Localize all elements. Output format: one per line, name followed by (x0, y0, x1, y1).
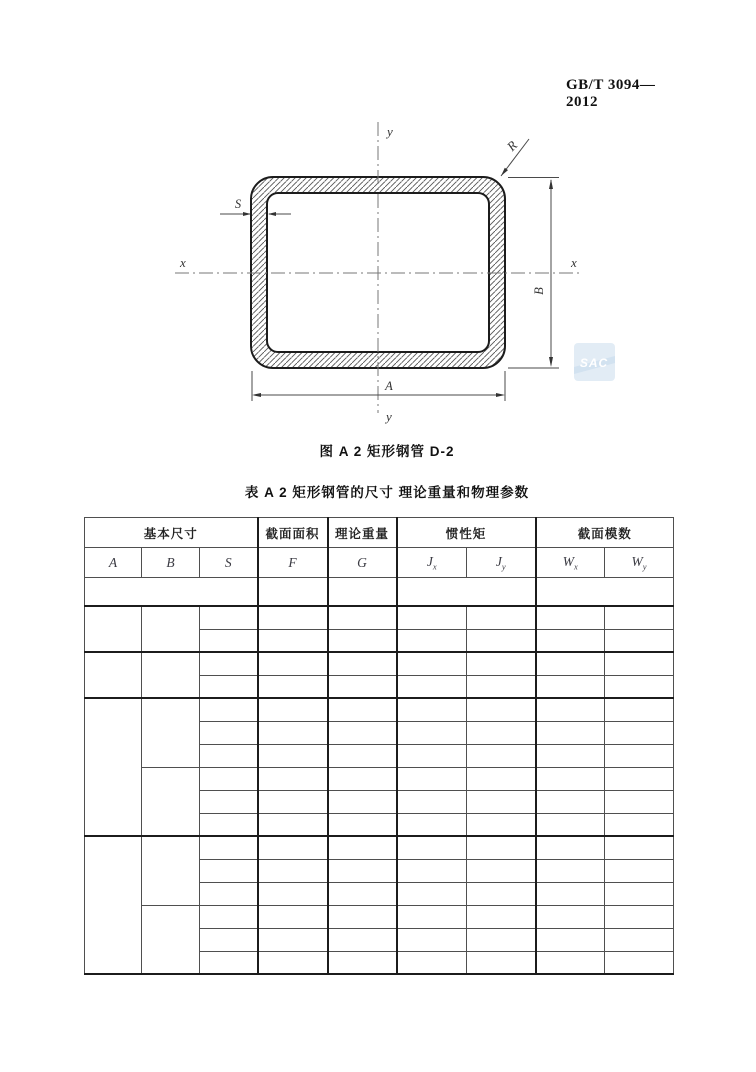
cell-S (200, 813, 258, 836)
cell-G (328, 905, 397, 928)
cell-F (258, 813, 328, 836)
cell-Wx (536, 721, 605, 744)
column-symbol-Wx: $W_x$ (536, 548, 605, 578)
cell-Jy (467, 790, 536, 813)
cell-G (328, 721, 397, 744)
cell-G (328, 652, 397, 675)
cell-Wx (536, 928, 605, 951)
cell-S (200, 859, 258, 882)
cell-Jy (467, 721, 536, 744)
table-row (85, 652, 674, 675)
cell-F (258, 790, 328, 813)
cell-Jx (397, 606, 467, 629)
cell-Wy (605, 698, 674, 721)
cell-Wy (605, 905, 674, 928)
cell-Wx (536, 882, 605, 905)
table-title: 表 A 2 矩形钢管的尺寸 理论重量和物理参数 (244, 485, 530, 500)
cell-Jx (397, 928, 467, 951)
cell-G (328, 928, 397, 951)
height-label: B (532, 287, 546, 295)
cell-Wx (536, 744, 605, 767)
standard-code: GB/T 3094—2012 (566, 77, 656, 110)
cell-G (328, 629, 397, 652)
cell-Jy (467, 859, 536, 882)
radius-label: R (503, 137, 520, 154)
cell-Wx (536, 859, 605, 882)
column-symbol-Jy: $J_y$ (467, 548, 536, 578)
colgroup-section-area: 截面面积 (258, 518, 328, 548)
cell-Wx (536, 606, 605, 629)
units-cell-weight (328, 578, 397, 607)
radius-leader (501, 138, 529, 176)
cell-B (142, 652, 200, 698)
cell-G (328, 859, 397, 882)
cell-F (258, 859, 328, 882)
units-cell-modulus (536, 578, 674, 607)
cell-Wx (536, 652, 605, 675)
table-row (85, 905, 674, 928)
cell-Jy (467, 767, 536, 790)
cell-Jx (397, 905, 467, 928)
column-symbol-B: B (142, 548, 200, 578)
cell-Jy (467, 629, 536, 652)
cell-Wy (605, 836, 674, 859)
cell-Jx (397, 836, 467, 859)
cell-G (328, 836, 397, 859)
cell-Jy (467, 928, 536, 951)
cell-F (258, 721, 328, 744)
cell-F (258, 951, 328, 974)
cell-B (142, 767, 200, 836)
cell-Wy (605, 928, 674, 951)
table-row (85, 836, 674, 859)
cell-Jy (467, 606, 536, 629)
cell-S (200, 836, 258, 859)
cell-Wy (605, 790, 674, 813)
cell-Wy (605, 606, 674, 629)
axis-label-x-right: x (571, 255, 577, 270)
cell-Jx (397, 675, 467, 698)
cell-Wy (605, 721, 674, 744)
cell-S (200, 790, 258, 813)
cell-F (258, 905, 328, 928)
cell-Jx (397, 790, 467, 813)
colgroup-section-modulus: 截面模数 (536, 518, 674, 548)
units-cell-area (258, 578, 328, 607)
cell-Jx (397, 882, 467, 905)
cell-Wy (605, 951, 674, 974)
units-cell-basic (85, 578, 258, 607)
units-row (85, 578, 674, 607)
header-group-row (85, 518, 674, 548)
sac-watermark-text: SAC (579, 356, 609, 370)
cell-Jx (397, 721, 467, 744)
thickness-arrow-left (243, 212, 251, 216)
cell-F (258, 928, 328, 951)
cell-Wx (536, 905, 605, 928)
cell-Wx (536, 951, 605, 974)
cell-Wy (605, 813, 674, 836)
cell-S (200, 721, 258, 744)
column-symbol-F: F (258, 548, 328, 578)
cell-Jy (467, 675, 536, 698)
cross-section-diagram (0, 0, 756, 440)
cell-Jx (397, 951, 467, 974)
cell-Jx (397, 652, 467, 675)
cell-Jx (397, 629, 467, 652)
cell-Wy (605, 629, 674, 652)
cell-Wx (536, 698, 605, 721)
cell-Wy (605, 652, 674, 675)
width-label: A (385, 379, 393, 393)
axis-label-y-top: y (387, 124, 393, 139)
cell-G (328, 813, 397, 836)
cell-S (200, 606, 258, 629)
cell-Wy (605, 744, 674, 767)
cell-Wy (605, 859, 674, 882)
parameters-table (84, 517, 674, 975)
cell-Jy (467, 951, 536, 974)
cell-S (200, 767, 258, 790)
thickness-label: S (234, 197, 242, 211)
cell-G (328, 698, 397, 721)
cell-Wx (536, 836, 605, 859)
cell-F (258, 698, 328, 721)
axis-label-x-left: x (180, 255, 186, 270)
cell-A (85, 652, 142, 698)
cell-B (142, 905, 200, 974)
colgroup-moment-of-inertia: 惯性矩 (397, 518, 536, 548)
cell-G (328, 790, 397, 813)
cell-S (200, 698, 258, 721)
header-symbol-row (85, 548, 674, 578)
cell-S (200, 629, 258, 652)
column-symbol-S: S (200, 548, 258, 578)
cell-Wx (536, 767, 605, 790)
cell-Jy (467, 744, 536, 767)
cell-Wx (536, 790, 605, 813)
cell-Jx (397, 767, 467, 790)
cell-F (258, 767, 328, 790)
column-symbol-Wy: $W_y$ (605, 548, 674, 578)
cell-Wy (605, 767, 674, 790)
cell-B (142, 836, 200, 905)
cell-F (258, 744, 328, 767)
axis-label-y-bottom: y (386, 409, 392, 424)
cell-Wx (536, 629, 605, 652)
cell-B (142, 606, 200, 652)
cell-Jy (467, 698, 536, 721)
cell-F (258, 652, 328, 675)
cell-Jx (397, 744, 467, 767)
colgroup-basic-dimensions: 基本尺寸 (85, 518, 258, 548)
column-symbol-Jx: $J_x$ (397, 548, 467, 578)
height-arrow-top (549, 179, 553, 189)
cell-F (258, 882, 328, 905)
table-row (85, 606, 674, 629)
cell-A (85, 836, 142, 974)
units-cell-inertia (397, 578, 536, 607)
cell-Jy (467, 652, 536, 675)
cell-S (200, 744, 258, 767)
cell-Wy (605, 882, 674, 905)
cell-A (85, 698, 142, 836)
cell-G (328, 882, 397, 905)
cell-S (200, 652, 258, 675)
figure-caption: 图 A 2 矩形钢管 D-2 (319, 444, 455, 459)
cell-F (258, 606, 328, 629)
width-arrow-right (496, 393, 505, 397)
cell-S (200, 882, 258, 905)
cell-Wy (605, 675, 674, 698)
cell-F (258, 675, 328, 698)
cell-Jx (397, 698, 467, 721)
cell-A (85, 606, 142, 652)
cell-G (328, 675, 397, 698)
cell-G (328, 767, 397, 790)
column-symbol-A: A (85, 548, 142, 578)
cell-Jx (397, 813, 467, 836)
column-symbol-G: G (328, 548, 397, 578)
height-arrow-bottom (549, 357, 553, 367)
cell-Jy (467, 905, 536, 928)
width-arrow-left (252, 393, 261, 397)
sac-watermark (574, 343, 615, 381)
cell-Wx (536, 675, 605, 698)
cell-Jy (467, 836, 536, 859)
cell-F (258, 836, 328, 859)
cell-S (200, 905, 258, 928)
cell-G (328, 744, 397, 767)
colgroup-theoretical-weight: 理论重量 (328, 518, 397, 548)
table-row (85, 767, 674, 790)
cell-G (328, 606, 397, 629)
cell-S (200, 675, 258, 698)
cell-S (200, 951, 258, 974)
cell-Jx (397, 859, 467, 882)
cell-Wx (536, 813, 605, 836)
table-row (85, 698, 674, 721)
cell-F (258, 629, 328, 652)
cell-S (200, 928, 258, 951)
cell-G (328, 951, 397, 974)
cell-Jy (467, 813, 536, 836)
cell-Jy (467, 882, 536, 905)
cell-B (142, 698, 200, 767)
